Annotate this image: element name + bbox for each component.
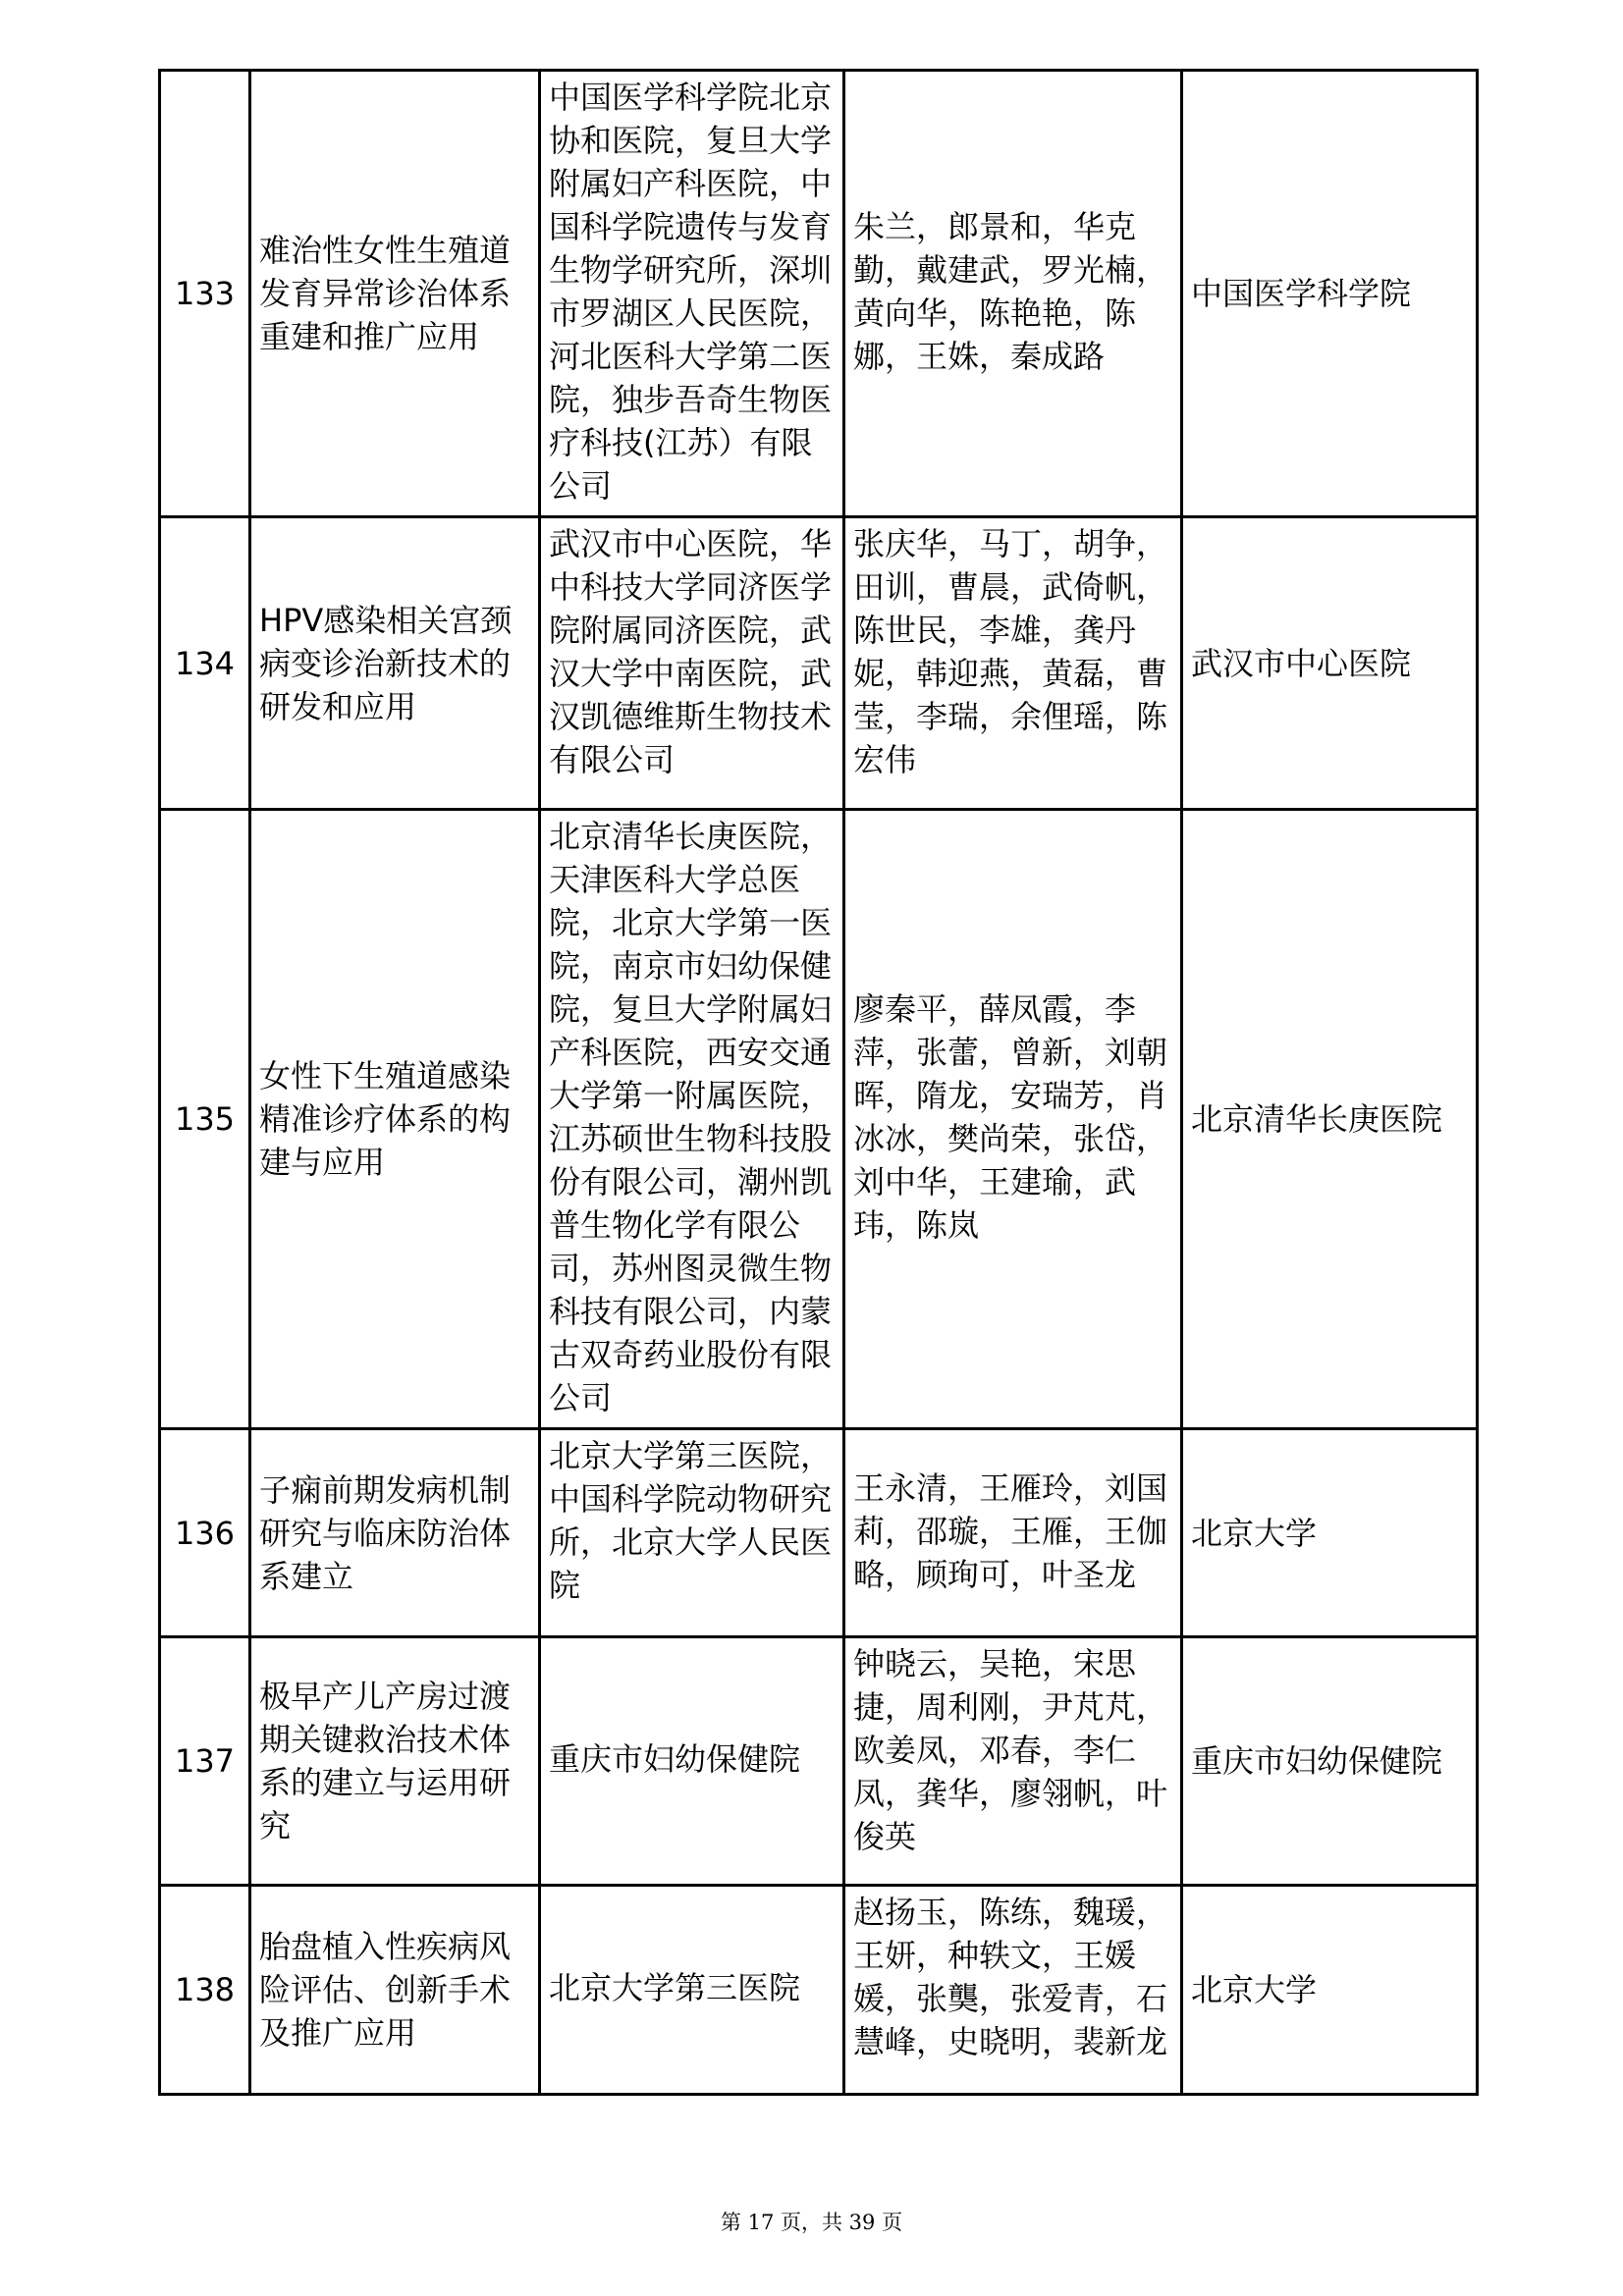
completing-units: 中国医学科学院北京协和医院，复旦大学附属妇产科医院，中国科学院遗传与发育生物学研究所，深圳市罗湖区人民医院，河北医科大学第二医院，独步吾奇生物医疗科技(江苏）有限公司	[540, 71, 844, 517]
row-number: 134	[160, 517, 250, 810]
project-name: 难治性女性生殖道发育异常诊治体系重建和推广应用	[250, 71, 540, 517]
nominating-unit: 北京大学	[1182, 1886, 1478, 2095]
table-row	[160, 810, 1478, 1429]
project-name: HPV感染相关宫颈病变诊治新技术的研发和应用	[250, 517, 540, 810]
completing-units: 北京大学第三医院	[540, 1886, 844, 2095]
completing-people: 赵扬玉，陈练，魏瑗，王妍，种轶文，王媛媛，张龑，张爱青，石慧峰，史晓明，裴新龙	[844, 1886, 1182, 2095]
project-name: 子痫前期发病机制研究与临床防治体系建立	[250, 1429, 540, 1637]
nominating-unit: 北京清华长庚医院	[1182, 810, 1478, 1429]
project-name: 极早产儿产房过渡期关键救治技术体系的建立与运用研究	[250, 1637, 540, 1886]
row-number: 135	[160, 810, 250, 1429]
row-number: 133	[160, 71, 250, 517]
completing-people: 钟晓云，吴艳，宋思捷，周利刚，尹芃芃，欧姜凤，邓春，李仁凤，龚华，廖翎帆，叶俊英	[844, 1637, 1182, 1886]
completing-people: 王永清，王雁玲，刘国莉，邵璇，王雁，王伽略，顾珣可，叶圣龙	[844, 1429, 1182, 1637]
award-table	[158, 69, 1479, 2096]
row-number: 136	[160, 1429, 250, 1637]
completing-people: 张庆华，马丁，胡争，田训，曹晨，武倚帆，陈世民，李雄，龚丹妮，韩迎燕，黄磊，曹莹，李瑞，余俚瑶，陈宏伟	[844, 517, 1182, 810]
project-name: 女性下生殖道感染精准诊疗体系的构建与应用	[250, 810, 540, 1429]
completing-people: 朱兰，郎景和，华克勤，戴建武，罗光楠，黄向华，陈艳艳，陈娜，王姝，秦成路	[844, 71, 1182, 517]
page-number-footer: 第 17 页，共 39 页	[720, 2211, 903, 2234]
completing-people: 廖秦平，薛凤霞，李萍，张蕾，曾新，刘朝晖，隋龙，安瑞芳，肖冰冰，樊尚荣，张岱，刘中华，王建瑜，武玮，陈岚	[844, 810, 1182, 1429]
project-name: 胎盘植入性疾病风险评估、创新手术及推广应用	[250, 1886, 540, 2095]
table-row	[160, 1886, 1478, 2095]
table-row	[160, 1637, 1478, 1886]
nominating-unit: 北京大学	[1182, 1429, 1478, 1637]
row-number: 138	[160, 1886, 250, 2095]
nominating-unit: 中国医学科学院	[1182, 71, 1478, 517]
table-row	[160, 517, 1478, 810]
table-row	[160, 1429, 1478, 1637]
nominating-unit: 重庆市妇幼保健院	[1182, 1637, 1478, 1886]
completing-units: 北京清华长庚医院，天津医科大学总医院，北京大学第一医院，南京市妇幼保健院，复旦大学附属妇产科医院，西安交通大学第一附属医院，江苏硕世生物科技股份有限公司，潮州凯普生物化学有限公司，苏州图灵微生物科技有限公司，内蒙古双奇药业股份有限公司	[540, 810, 844, 1429]
row-number: 137	[160, 1637, 250, 1886]
completing-units: 武汉市中心医院，华中科技大学同济医学院附属同济医院，武汉大学中南医院，武汉凯德维斯生物技术有限公司	[540, 517, 844, 810]
nominating-unit: 武汉市中心医院	[1182, 517, 1478, 810]
table-row	[160, 71, 1478, 517]
completing-units: 北京大学第三医院，中国科学院动物研究所，北京大学人民医院	[540, 1429, 844, 1637]
completing-units: 重庆市妇幼保健院	[540, 1637, 844, 1886]
